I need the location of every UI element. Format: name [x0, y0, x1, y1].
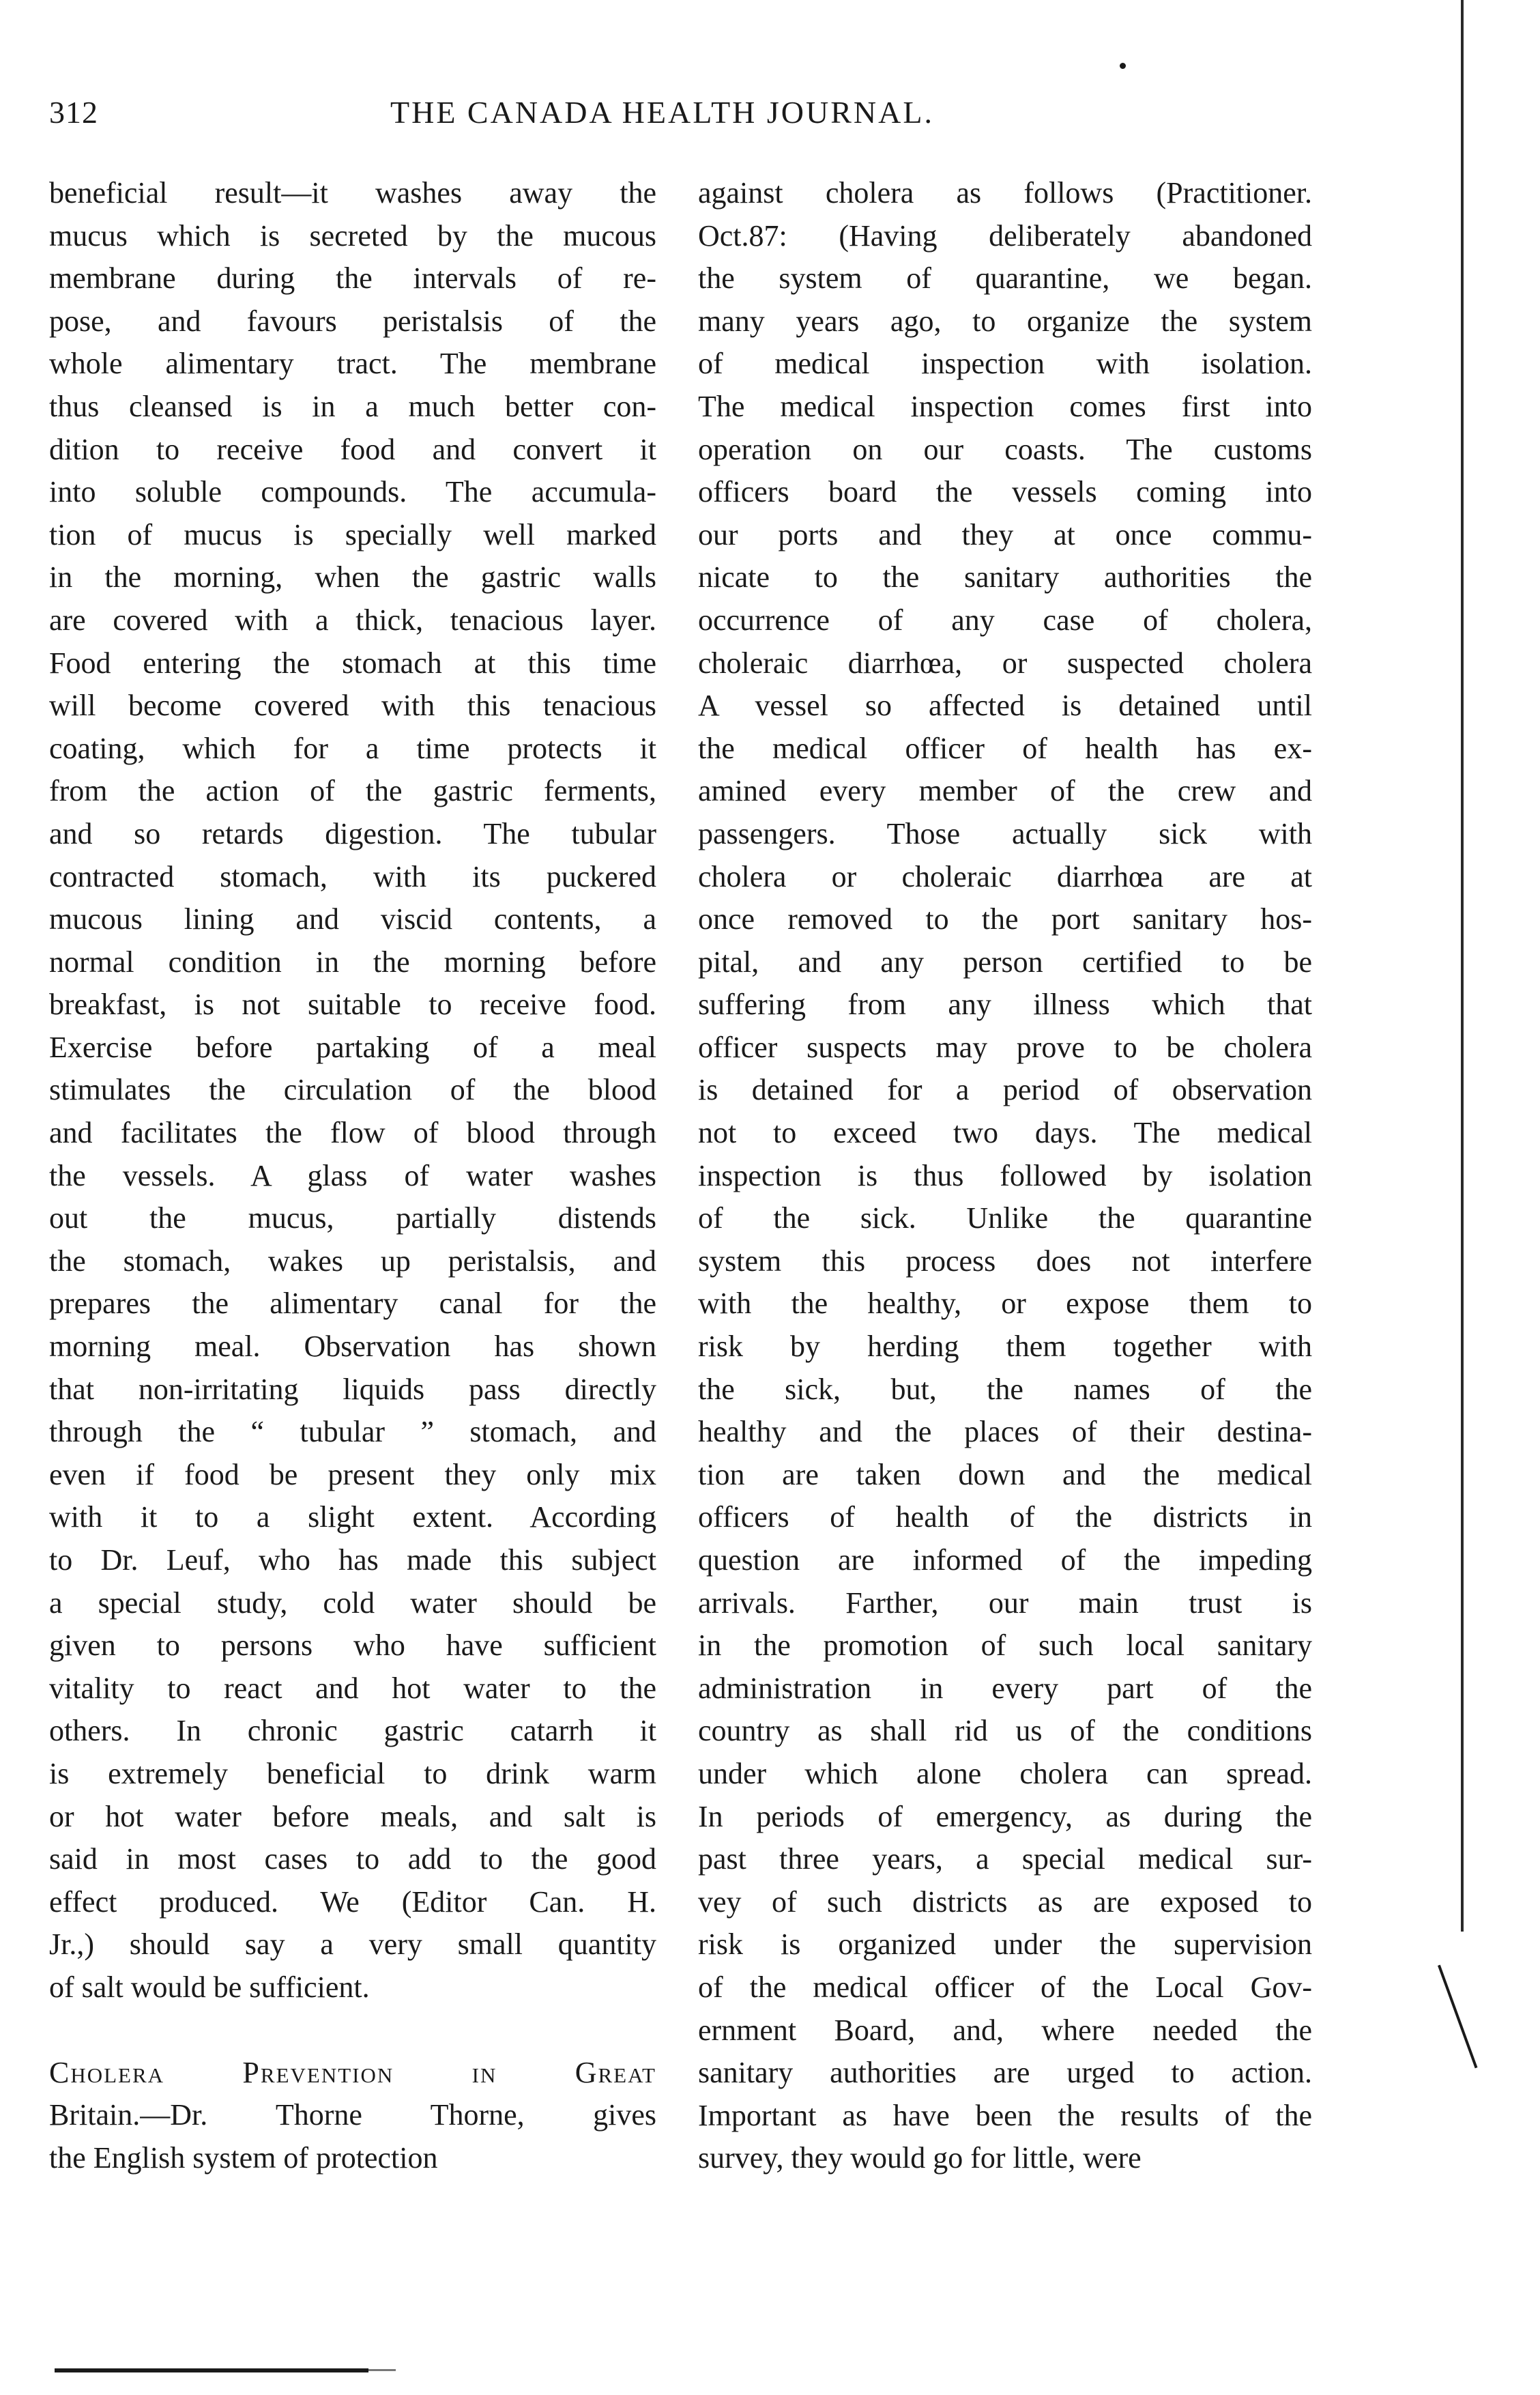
text-line: others. In chronic gastric catarrh it [49, 1714, 656, 1748]
text-line: A vessel so affected is detained until [698, 689, 1312, 723]
text-line: risk is organized under the supervision [698, 1927, 1312, 1962]
text-line: officers board the vessels coming into [698, 475, 1312, 509]
text-line: cholera or choleraic diarrhœa are at [698, 859, 1312, 893]
scan-edge-rule [1461, 0, 1464, 1932]
text-line: Food entering the stomach at this time [49, 646, 656, 680]
margin-mark [1438, 1965, 1477, 2069]
text-line: Jr.,) should say a very small quantity [49, 1927, 656, 1962]
left-column [49, 172, 656, 2179]
text-line: the sick, but, the names of the [698, 1372, 1312, 1406]
text-line: of medical inspection with isolation. [698, 347, 1312, 381]
text-line: effect produced. We (Editor Can. H. [49, 1884, 656, 1919]
text-line: prepares the alimentary canal for the [49, 1287, 656, 1321]
text-line: our ports and they at once commu- [698, 517, 1312, 551]
text-line: stimulates the circulation of the blood [49, 1073, 656, 1107]
text-line: membrane during the intervals of re- [49, 261, 656, 296]
text-line: passengers. Those actually sick with [698, 816, 1312, 850]
text-line: vitality to react and hot water to the [49, 1671, 656, 1705]
text-line: administration in every part of the [698, 1671, 1312, 1705]
text-line: is extremely beneficial to drink warm [49, 1756, 656, 1790]
text-line: risk by herding them together with [698, 1330, 1312, 1364]
text-line: officers of health of the districts in [698, 1500, 1312, 1534]
right-column [698, 172, 1312, 2180]
text-line: The medical inspection comes first into [698, 389, 1312, 423]
text-line: many years ago, to organize the system [698, 304, 1312, 338]
text-line: mucus which is secreted by the mucous [49, 218, 656, 253]
text-line: tion are taken down and the medical [698, 1457, 1312, 1491]
paragraph-cholera-system [698, 172, 1312, 2180]
text-line: of the medical officer of the Local Gov- [698, 1970, 1312, 2004]
text-line: amined every member of the crew and [698, 774, 1312, 808]
text-line: healthy and the places of their destina- [698, 1415, 1312, 1449]
text-line: even if food be present they only mix [49, 1457, 656, 1491]
text-line: past three years, a special medical sur- [698, 1842, 1312, 1876]
text-line: arrivals. Farther, our main trust is [698, 1586, 1312, 1620]
text-line: beneficial result—it washes away the [49, 176, 656, 210]
text-line: or hot water before meals, and salt is [49, 1799, 656, 1833]
text-line: breakfast, is not suitable to receive food. [49, 988, 656, 1022]
text-line: and facilitates the flow of blood through [49, 1116, 656, 1150]
text-line: question are informed of the impeding [698, 1543, 1312, 1577]
text-line: Important as have been the results of the [698, 2098, 1312, 2132]
text-line: the system of quarantine, we began. [698, 261, 1312, 296]
text-line: will become covered with this tenacious [49, 689, 656, 723]
text-line: against cholera as follows (Practitioner. [698, 176, 1312, 210]
text-line: out the mucus, partially distends [49, 1201, 656, 1235]
text-line: system this process does not interfere [698, 1244, 1312, 1278]
text-line: of the sick. Unlike the quarantine [698, 1201, 1312, 1235]
text-line: are covered with a thick, tenacious layer. [49, 603, 656, 637]
text-line: Exercise before partaking of a meal [49, 1030, 656, 1064]
section-gap [49, 2009, 656, 2052]
text-line: occurrence of any case of cholera, [698, 603, 1312, 637]
text-line: In periods of emergency, as during the [698, 1799, 1312, 1833]
text-line: from the action of the gastric ferments, [49, 774, 656, 808]
text-line: coating, which for a time protects it [49, 731, 656, 765]
text-line: Britain.—Dr. Thorne Thorne, gives [49, 2098, 656, 2132]
text-line: the medical officer of health has ex- [698, 731, 1312, 765]
text-line: said in most cases to add to the good [49, 1842, 656, 1876]
text-line: the English system of protection [49, 2140, 438, 2175]
text-line: in the promotion of such local sanitary [698, 1629, 1312, 1663]
text-line: vey of such districts as are exposed to [698, 1884, 1312, 1919]
text-line: dition to receive food and convert it [49, 432, 656, 466]
text-line: operation on our coasts. The customs [698, 432, 1312, 466]
text-line: mucous lining and viscid contents, a [49, 902, 656, 936]
text-line: inspection is thus followed by isolation [698, 1158, 1312, 1192]
text-line: is detained for a period of observation [698, 1073, 1312, 1107]
text-line: choleraic diarrhœa, or suspected cholera [698, 646, 1312, 680]
text-line: the stomach, wakes up peristalsis, and [49, 1244, 656, 1278]
text-line: pital, and any person certified to be [698, 945, 1312, 979]
text-line: tion of mucus is specially well marked [49, 517, 656, 551]
text-line: Oct.87: (Having deliberately abandoned [698, 218, 1312, 253]
text-line: into soluble compounds. The accumula- [49, 475, 656, 509]
footer-rule [55, 2368, 368, 2372]
text-line: contracted stomach, with its puckered [49, 859, 656, 893]
text-line: ernment Board, and, where needed the [698, 2013, 1312, 2047]
running-head [49, 94, 1305, 142]
text-line: suffering from any illness which that [698, 988, 1312, 1022]
text-line: sanitary authorities are urged to action. [698, 2056, 1312, 2090]
text-line: given to persons who have sufficient [49, 1629, 656, 1663]
text-line: a special study, cold water should be [49, 1586, 656, 1620]
text-line: in the morning, when the gastric walls [49, 560, 656, 594]
text-line: that non-irritating liquids pass directly [49, 1372, 656, 1406]
text-line: and so retards digestion. The tubular [49, 816, 656, 850]
text-line: through the “ tubular ” stomach, and [49, 1415, 656, 1449]
text-line: under which alone cholera can spread. [698, 1756, 1312, 1790]
text-line: nicate to the sanitary authorities the [698, 560, 1312, 594]
text-line: not to exceed two days. The medical [698, 1116, 1312, 1150]
journal-title: THE CANADA HEALTH JOURNAL. [390, 95, 934, 130]
paragraph-cholera-intro [49, 2094, 656, 2179]
footer-rule-tail [368, 2369, 396, 2371]
text-line: of salt would be sufficient. [49, 1970, 370, 2004]
section-heading-cholera-prevention: Cholera Prevention in Great [49, 2055, 656, 2089]
text-line: whole alimentary tract. The membrane [49, 347, 656, 381]
text-line: morning meal. Observation has shown [49, 1330, 656, 1364]
text-line: country as shall rid us of the conditions [698, 1714, 1312, 1748]
text-line: the vessels. A glass of water washes [49, 1158, 656, 1192]
print-speck [1120, 63, 1126, 69]
text-line: with it to a slight extent. According [49, 1500, 656, 1534]
text-line: once removed to the port sanitary hos- [698, 902, 1312, 936]
text-line: normal condition in the morning before [49, 945, 656, 979]
page-number: 312 [49, 95, 98, 130]
text-line: pose, and favours peristalsis of the [49, 304, 656, 338]
text-line: with the healthy, or expose them to [698, 1287, 1312, 1321]
text-line: officer suspects may prove to be cholera [698, 1030, 1312, 1064]
text-line: survey, they would go for little, were [698, 2141, 1142, 2175]
paragraph-water-before-meals [49, 172, 656, 2009]
text-line: thus cleansed is in a much better con- [49, 389, 656, 423]
text-line: to Dr. Leuf, who has made this subject [49, 1543, 656, 1577]
